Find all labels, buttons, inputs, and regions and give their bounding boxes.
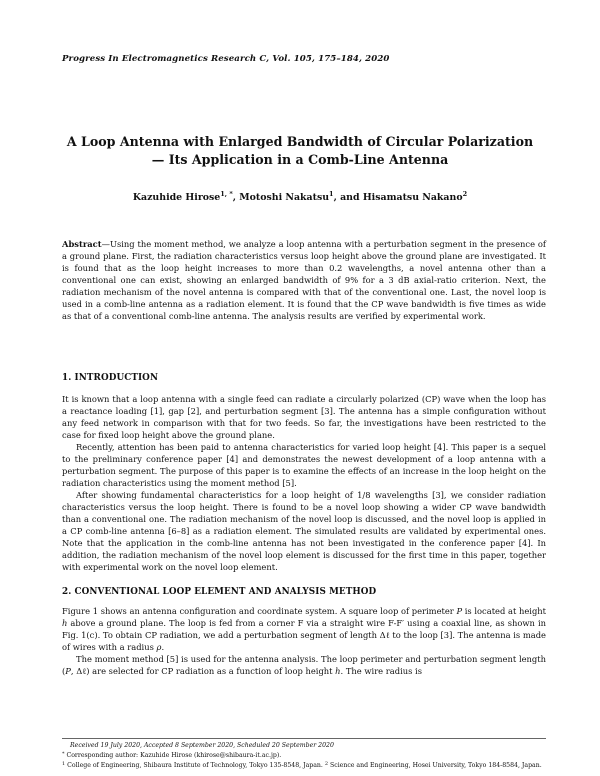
abstract-label: Abstract xyxy=(62,239,102,249)
author-separator: , and xyxy=(333,192,363,203)
paragraph: After showing fundamental characteristics for a loop height of 1/8 wavelengths [3], we consider radiation characteristics versus the loop height. There is found to be a novel loop showing a wider CP wave bandwidth than a conventional one. The radiation mechanism of the novel loop is discussed, and the novel loop is applied in a CP comb-line antenna [6–8] as a radiation element. The simulated results are validated by experimental ones. Note that the application in the comb-line antenna has not been investigated in the conference paper [4]. In addition, the radiation mechanism of the novel loop element is discussed for the first time in this paper, together with experimental work on the novel loop element. xyxy=(62,490,546,572)
received-dates: Received 19 July 2020, Accepted 8 September 2020, Scheduled 20 September 2020 xyxy=(70,742,334,749)
author-separator: , xyxy=(232,192,240,203)
paper-title xyxy=(40,133,560,169)
title-line-1: A Loop Antenna with Enlarged Bandwidth of Circular Polarization xyxy=(66,134,534,149)
author-1: Kazuhide Hirose xyxy=(132,192,221,203)
author-2-affiliation: 1 xyxy=(329,190,334,198)
introduction-body xyxy=(62,393,546,573)
footnotes xyxy=(62,741,546,770)
paragraph: The moment method [5] is used for the antenna analysis. The loop perimeter and perturbation segment length (P, Δℓ) are selected for CP radiation as a function of loop height h. The wire radius is xyxy=(62,654,546,676)
author-1-affiliation: 1, * xyxy=(220,190,233,198)
corresponding-author: * Corresponding author: Kazuhide Hirose (khirose@shibaura-it.ac.jp). xyxy=(62,751,282,759)
author-list xyxy=(40,190,560,203)
abstract-text: —Using the moment method, we analyze a loop antenna with a perturbation segment in the presence of a ground plane. First, the radiation characteristics versus loop height above the ground plane are investigated. It is found that as the loop height increases to more than 0.2 wavelengths, a novel antenna other than a conventional one can exist, showing an enlarged bandwidth of 9% for a 3 dB axial-ratio criterion. Next, the radiation mechanism of the novel antenna is compared with that of the conventional one. Last, the novel loop is used in a comb-line antenna as a radiation element. It is found that the CP wave bandwidth is five times as wide as that of a conventional comb-line antenna. The analysis results are verified by experimental work. xyxy=(62,239,546,321)
footnote-divider xyxy=(62,738,546,739)
author-3: Hisamatsu Nakano xyxy=(362,192,463,203)
paragraph: It is known that a loop antenna with a single feed can radiate a circularly polarized (CP) wave when the loop has a reactance loading [1], gap [2], and perturbation segment [3]. The antenna has a simple configuration without any feed network in comparison with that for two feeds. So far, the investigations have been restricted to the case for fixed loop height above the ground plane. xyxy=(62,394,546,440)
paragraph: Figure 1 shows an antenna configuration and coordinate system. A square loop of perimeter P is located at height h above a ground plane. The loop is fed from a corner F via a straight wire F-F′ using a coaxial line, as shown in Fig. 1(c). To obtain CP radiation, we add a perturbation segment of length Δℓ to the loop [3]. The antenna is made of wires with a radius ρ. xyxy=(62,606,547,652)
paragraph: Recently, attention has been paid to antenna characteristics for varied loop height [4]. This paper is a sequel to the preliminary conference paper [4] and demonstrates the newest development of a loop antenna with a perturbation segment. The purpose of this paper is to examine the effects of an increase in the loop height on the radiation characteristics using the moment method [5]. xyxy=(62,442,546,488)
author-2: Motoshi Nakatsu xyxy=(239,192,330,203)
section-heading-introduction: 1. INTRODUCTION xyxy=(62,373,159,383)
affiliations: $^1$ College of Engineering, Shibaura Institute of Technology, Tokyo 135-8548, Japan. $^2$ Science and Engineering, Hosei University, Tokyo 184-8584, Japan. xyxy=(62,761,542,769)
journal-header: Progress In Electromagnetics Research C, Vol. 105, 175–184, 2020 xyxy=(62,54,390,64)
abstract xyxy=(62,238,546,322)
title-line-2: — Its Application in a Comb-Line Antenna xyxy=(151,152,449,167)
method-body xyxy=(62,605,546,677)
section-heading-method: 2. CONVENTIONAL LOOP ELEMENT AND ANALYSIS METHOD xyxy=(62,587,377,597)
author-3-affiliation: 2 xyxy=(462,190,468,198)
